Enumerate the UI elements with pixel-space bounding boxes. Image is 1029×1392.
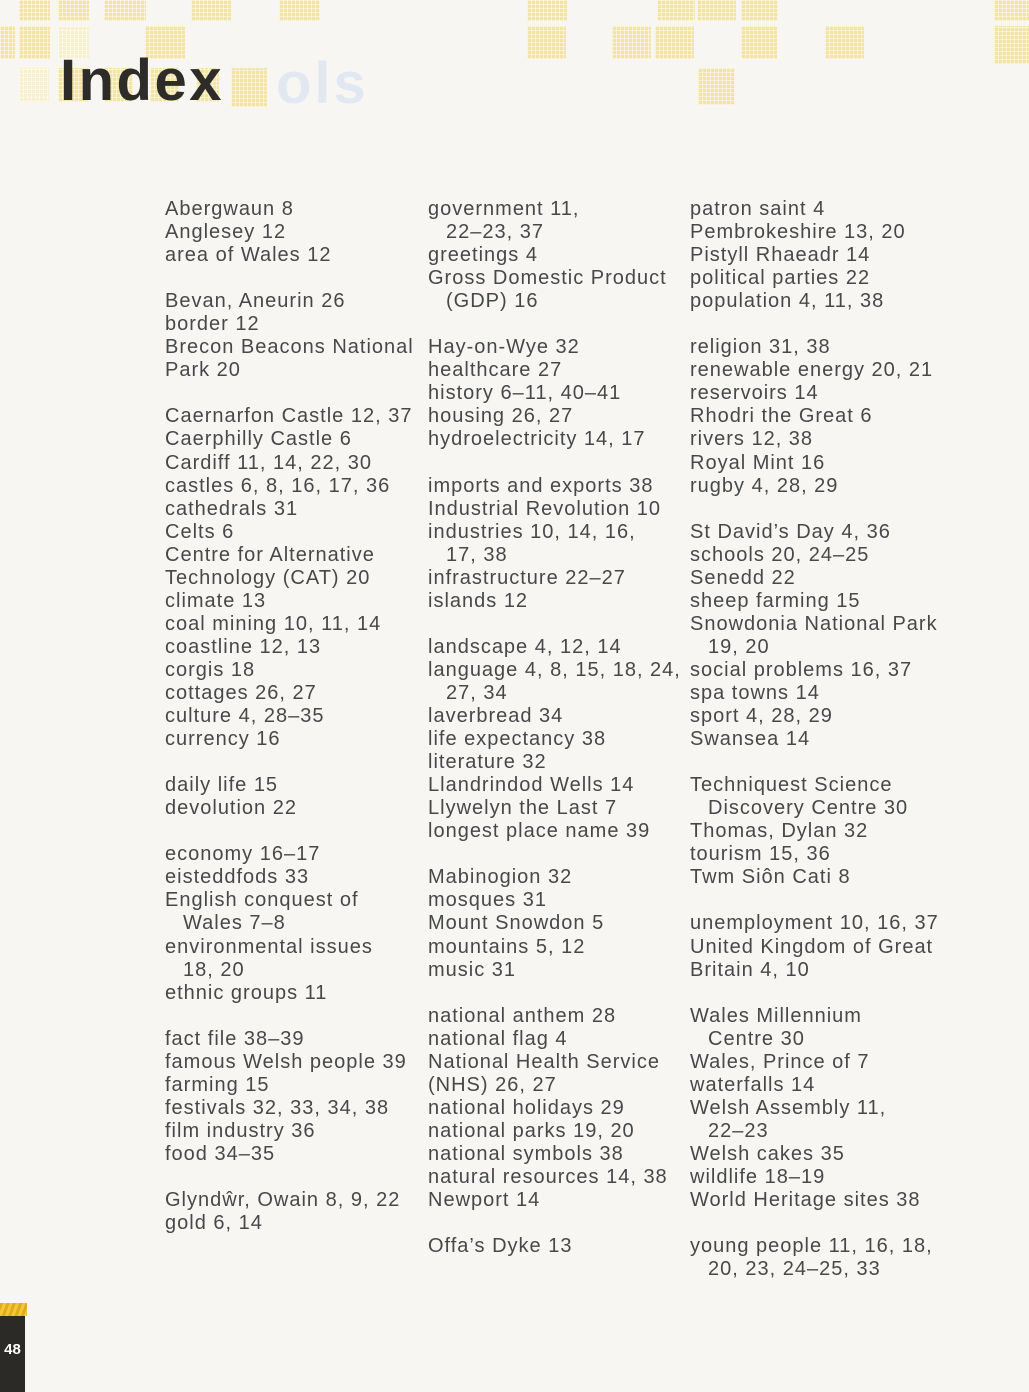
index-entry: natural resources 14, 38 (428, 1165, 668, 1188)
index-entry: life expectancy 38 (428, 728, 607, 751)
index-entry: Park 20 (165, 359, 241, 382)
index-entry: (NHS) 26, 27 (428, 1073, 557, 1096)
index-entry: Twm Siôn Cati 8 (690, 866, 851, 889)
index-entry: music 31 (428, 958, 517, 981)
index-entry: waterfalls 14 (690, 1073, 816, 1096)
index-gap (428, 843, 681, 866)
index-entry: Thomas, Dylan 32 (690, 820, 869, 843)
gold-strip-decor (0, 1303, 27, 1316)
index-entry: United Kingdom of Great (690, 935, 934, 958)
index-entry: Pembrokeshire 13, 20 (690, 221, 906, 244)
index-entry: national symbols 38 (428, 1142, 624, 1165)
index-entry: sport 4, 28, 29 (690, 705, 833, 728)
index-gap (690, 1212, 939, 1235)
index-entry: Snowdonia National Park (690, 612, 938, 635)
index-entry: government 11, (428, 198, 580, 220)
index-entry: World Heritage sites 38 (690, 1189, 921, 1212)
index-entry: Celts 6 (165, 520, 235, 543)
index-entry: English conquest of (165, 889, 359, 912)
index-entry: Wales, Prince of 7 (690, 1050, 870, 1073)
index-entry: industries 10, 14, 16, (428, 520, 636, 543)
index-gap (165, 820, 414, 843)
decor-square (698, 68, 735, 105)
index-entry: Llywelyn the Last 7 (428, 797, 618, 820)
index-entry: landscape 4, 12, 14 (428, 635, 622, 658)
page-number: 48 (4, 1340, 21, 1358)
index-entry: Brecon Beacons National (165, 336, 414, 359)
index-entry: Hay-on-Wye 32 (428, 336, 580, 359)
index-entry: Llandrindod Wells 14 (428, 774, 635, 797)
index-entry: Glyndŵr, Owain 8, 9, 22 (165, 1189, 401, 1212)
index-entry: coastline 12, 13 (165, 635, 322, 658)
index-entry: 22–23, 37 (446, 221, 544, 244)
index-entry: tourism 15, 36 (690, 843, 831, 866)
index-gap (165, 751, 414, 774)
index-entry: schools 20, 24–25 (690, 543, 870, 566)
decor-square (697, 0, 736, 21)
index-entry: laverbread 34 (428, 705, 564, 728)
index-gap (428, 452, 681, 475)
index-entry: cottages 26, 27 (165, 681, 317, 704)
index-entry: devolution 22 (165, 797, 297, 820)
index-gap (428, 1212, 681, 1235)
index-entry: 27, 34 (446, 681, 508, 704)
index-entry: farming 15 (165, 1073, 270, 1096)
index-gap (428, 613, 681, 636)
decor-square (655, 26, 694, 59)
index-entry: Centre 30 (708, 1027, 805, 1050)
index-entry: film industry 36 (165, 1119, 316, 1142)
index-entry: social problems 16, 37 (690, 658, 913, 681)
index-gap (428, 313, 681, 336)
index-entry: religion 31, 38 (690, 336, 831, 359)
index-entry: Centre for Alternative (165, 543, 375, 566)
index-entry: castles 6, 8, 16, 17, 36 (165, 474, 391, 497)
index-entry: mosques 31 (428, 889, 547, 912)
index-entry: hydroelectricity 14, 17 (428, 428, 646, 451)
index-entry: rivers 12, 38 (690, 428, 814, 451)
index-gap (690, 498, 939, 521)
decor-square (279, 0, 320, 21)
index-entry: wildlife 18–19 (690, 1165, 826, 1188)
index-gap (165, 267, 414, 290)
index-entry: Royal Mint 16 (690, 451, 826, 474)
index-entry: Offa’s Dyke 13 (428, 1235, 573, 1258)
index-entry: national flag 4 (428, 1027, 568, 1050)
index-entry: literature 32 (428, 751, 547, 774)
index-entry: greetings 4 (428, 244, 538, 267)
index-entry: Senedd 22 (690, 566, 796, 589)
index-entry: infrastructure 22–27 (428, 566, 626, 589)
index-entry: Caerphilly Castle 6 (165, 428, 352, 451)
index-entry: Welsh cakes 35 (690, 1142, 845, 1165)
index-entry: Welsh Assembly 11, (690, 1096, 887, 1119)
decor-square (527, 26, 566, 59)
index-entry: Cardiff 11, 14, 22, 30 (165, 451, 372, 474)
index-entry: longest place name 39 (428, 820, 651, 843)
index-entry: border 12 (165, 313, 260, 336)
index-entry: food 34–35 (165, 1142, 276, 1165)
index-entry: culture 4, 28–35 (165, 705, 325, 728)
index-column-1 (165, 198, 414, 1235)
ghost-showthrough-text: ols (276, 51, 369, 116)
index-entry: 17, 38 (446, 543, 508, 566)
index-entry: daily life 15 (165, 774, 279, 797)
index-entry: National Health Service (428, 1050, 660, 1073)
index-entry: 19, 20 (708, 635, 770, 658)
index-entry: corgis 18 (165, 658, 256, 681)
index-entry: ethnic groups 11 (165, 981, 328, 1004)
index-entry: Swansea 14 (690, 728, 811, 751)
index-column-3 (690, 198, 939, 1281)
index-entry: history 6–11, 40–41 (428, 382, 622, 405)
index-entry: Caernarfon Castle 12, 37 (165, 405, 413, 428)
index-entry: environmental issues (165, 935, 373, 958)
index-entry: Abergwaun 8 (165, 198, 294, 220)
index-entry: Pistyll Rhaeadr 14 (690, 244, 871, 267)
decor-square (994, 0, 1029, 21)
index-entry: political parties 22 (690, 267, 871, 290)
index-entry: famous Welsh people 39 (165, 1050, 407, 1073)
index-entry: economy 16–17 (165, 843, 321, 866)
decor-square (104, 0, 146, 21)
index-entry: Mabinogion 32 (428, 866, 573, 889)
index-entry: Wales Millennium (690, 1004, 862, 1027)
index-entry: healthcare 27 (428, 359, 563, 382)
decor-square (994, 26, 1029, 64)
index-entry: 22–23 (708, 1119, 769, 1142)
index-entry: Technology (CAT) 20 (165, 566, 371, 589)
page-number-block (0, 1316, 25, 1392)
index-entry: (GDP) 16 (446, 290, 539, 313)
decor-square (741, 0, 778, 21)
index-entry: eisteddfods 33 (165, 866, 310, 889)
index-entry: mountains 5, 12 (428, 935, 586, 958)
index-entry: reservoirs 14 (690, 382, 819, 405)
index-entry: young people 11, 16, 18, (690, 1235, 933, 1258)
index-entry: imports and exports 38 (428, 474, 654, 497)
index-entry: rugby 4, 28, 29 (690, 474, 839, 497)
index-entry: Bevan, Aneurin 26 (165, 290, 346, 313)
index-gap (690, 982, 939, 1005)
index-entry: coal mining 10, 11, 14 (165, 612, 382, 635)
index-entry: area of Wales 12 (165, 244, 332, 267)
decor-square (58, 0, 89, 21)
index-entry: Britain 4, 10 (690, 958, 810, 981)
index-entry: festivals 32, 33, 34, 38 (165, 1096, 390, 1119)
index-entry: Rhodri the Great 6 (690, 405, 873, 428)
decor-square (19, 68, 49, 102)
index-gap (165, 1166, 414, 1189)
index-column-2 (428, 198, 681, 1258)
index-gap (690, 889, 939, 912)
index-entry: spa towns 14 (690, 681, 820, 704)
index-entry: Mount Snowdon 5 (428, 912, 605, 935)
decor-square (191, 0, 231, 21)
index-entry: currency 16 (165, 728, 281, 751)
index-entry: national parks 19, 20 (428, 1119, 635, 1142)
index-entry: patron saint 4 (690, 198, 826, 220)
index-entry: St David’s Day 4, 36 (690, 520, 891, 543)
index-entry: Discovery Centre 30 (708, 797, 909, 820)
index-gap (428, 982, 681, 1005)
index-gap (690, 313, 939, 336)
index-entry: national anthem 28 (428, 1004, 617, 1027)
index-gap (690, 751, 939, 774)
index-entry: 20, 23, 24–25, 33 (708, 1258, 881, 1281)
decor-square (527, 0, 567, 21)
index-gap (165, 382, 414, 405)
index-entry: fact file 38–39 (165, 1027, 305, 1050)
index-entry: Industrial Revolution 10 (428, 497, 662, 520)
index-entry: population 4, 11, 38 (690, 290, 885, 313)
index-entry: cathedrals 31 (165, 497, 299, 520)
index-entry: Newport 14 (428, 1189, 541, 1212)
decor-square (0, 26, 15, 59)
index-entry: sheep farming 15 (690, 589, 861, 612)
index-entry: climate 13 (165, 589, 267, 612)
decor-square (231, 68, 267, 107)
index-entry: housing 26, 27 (428, 405, 574, 428)
index-entry: Gross Domestic Product (428, 267, 667, 290)
decor-square (19, 26, 50, 59)
index-entry: Wales 7–8 (183, 912, 286, 935)
index-entry: national holidays 29 (428, 1096, 625, 1119)
index-gap (165, 1005, 414, 1028)
index-entry: unemployment 10, 16, 37 (690, 912, 939, 935)
decor-square (657, 0, 695, 21)
index-entry: Techniquest Science (690, 774, 893, 797)
index-entry: islands 12 (428, 589, 529, 612)
page-title: Index (60, 48, 224, 113)
index-entry: Anglesey 12 (165, 221, 287, 244)
decor-square (741, 26, 777, 59)
decor-square (612, 26, 651, 59)
index-entry: language 4, 8, 15, 18, 24, (428, 658, 681, 681)
decor-square (825, 26, 864, 59)
decor-square (19, 0, 50, 21)
index-entry: 18, 20 (183, 958, 245, 981)
index-entry: renewable energy 20, 21 (690, 359, 934, 382)
index-entry: gold 6, 14 (165, 1212, 263, 1235)
